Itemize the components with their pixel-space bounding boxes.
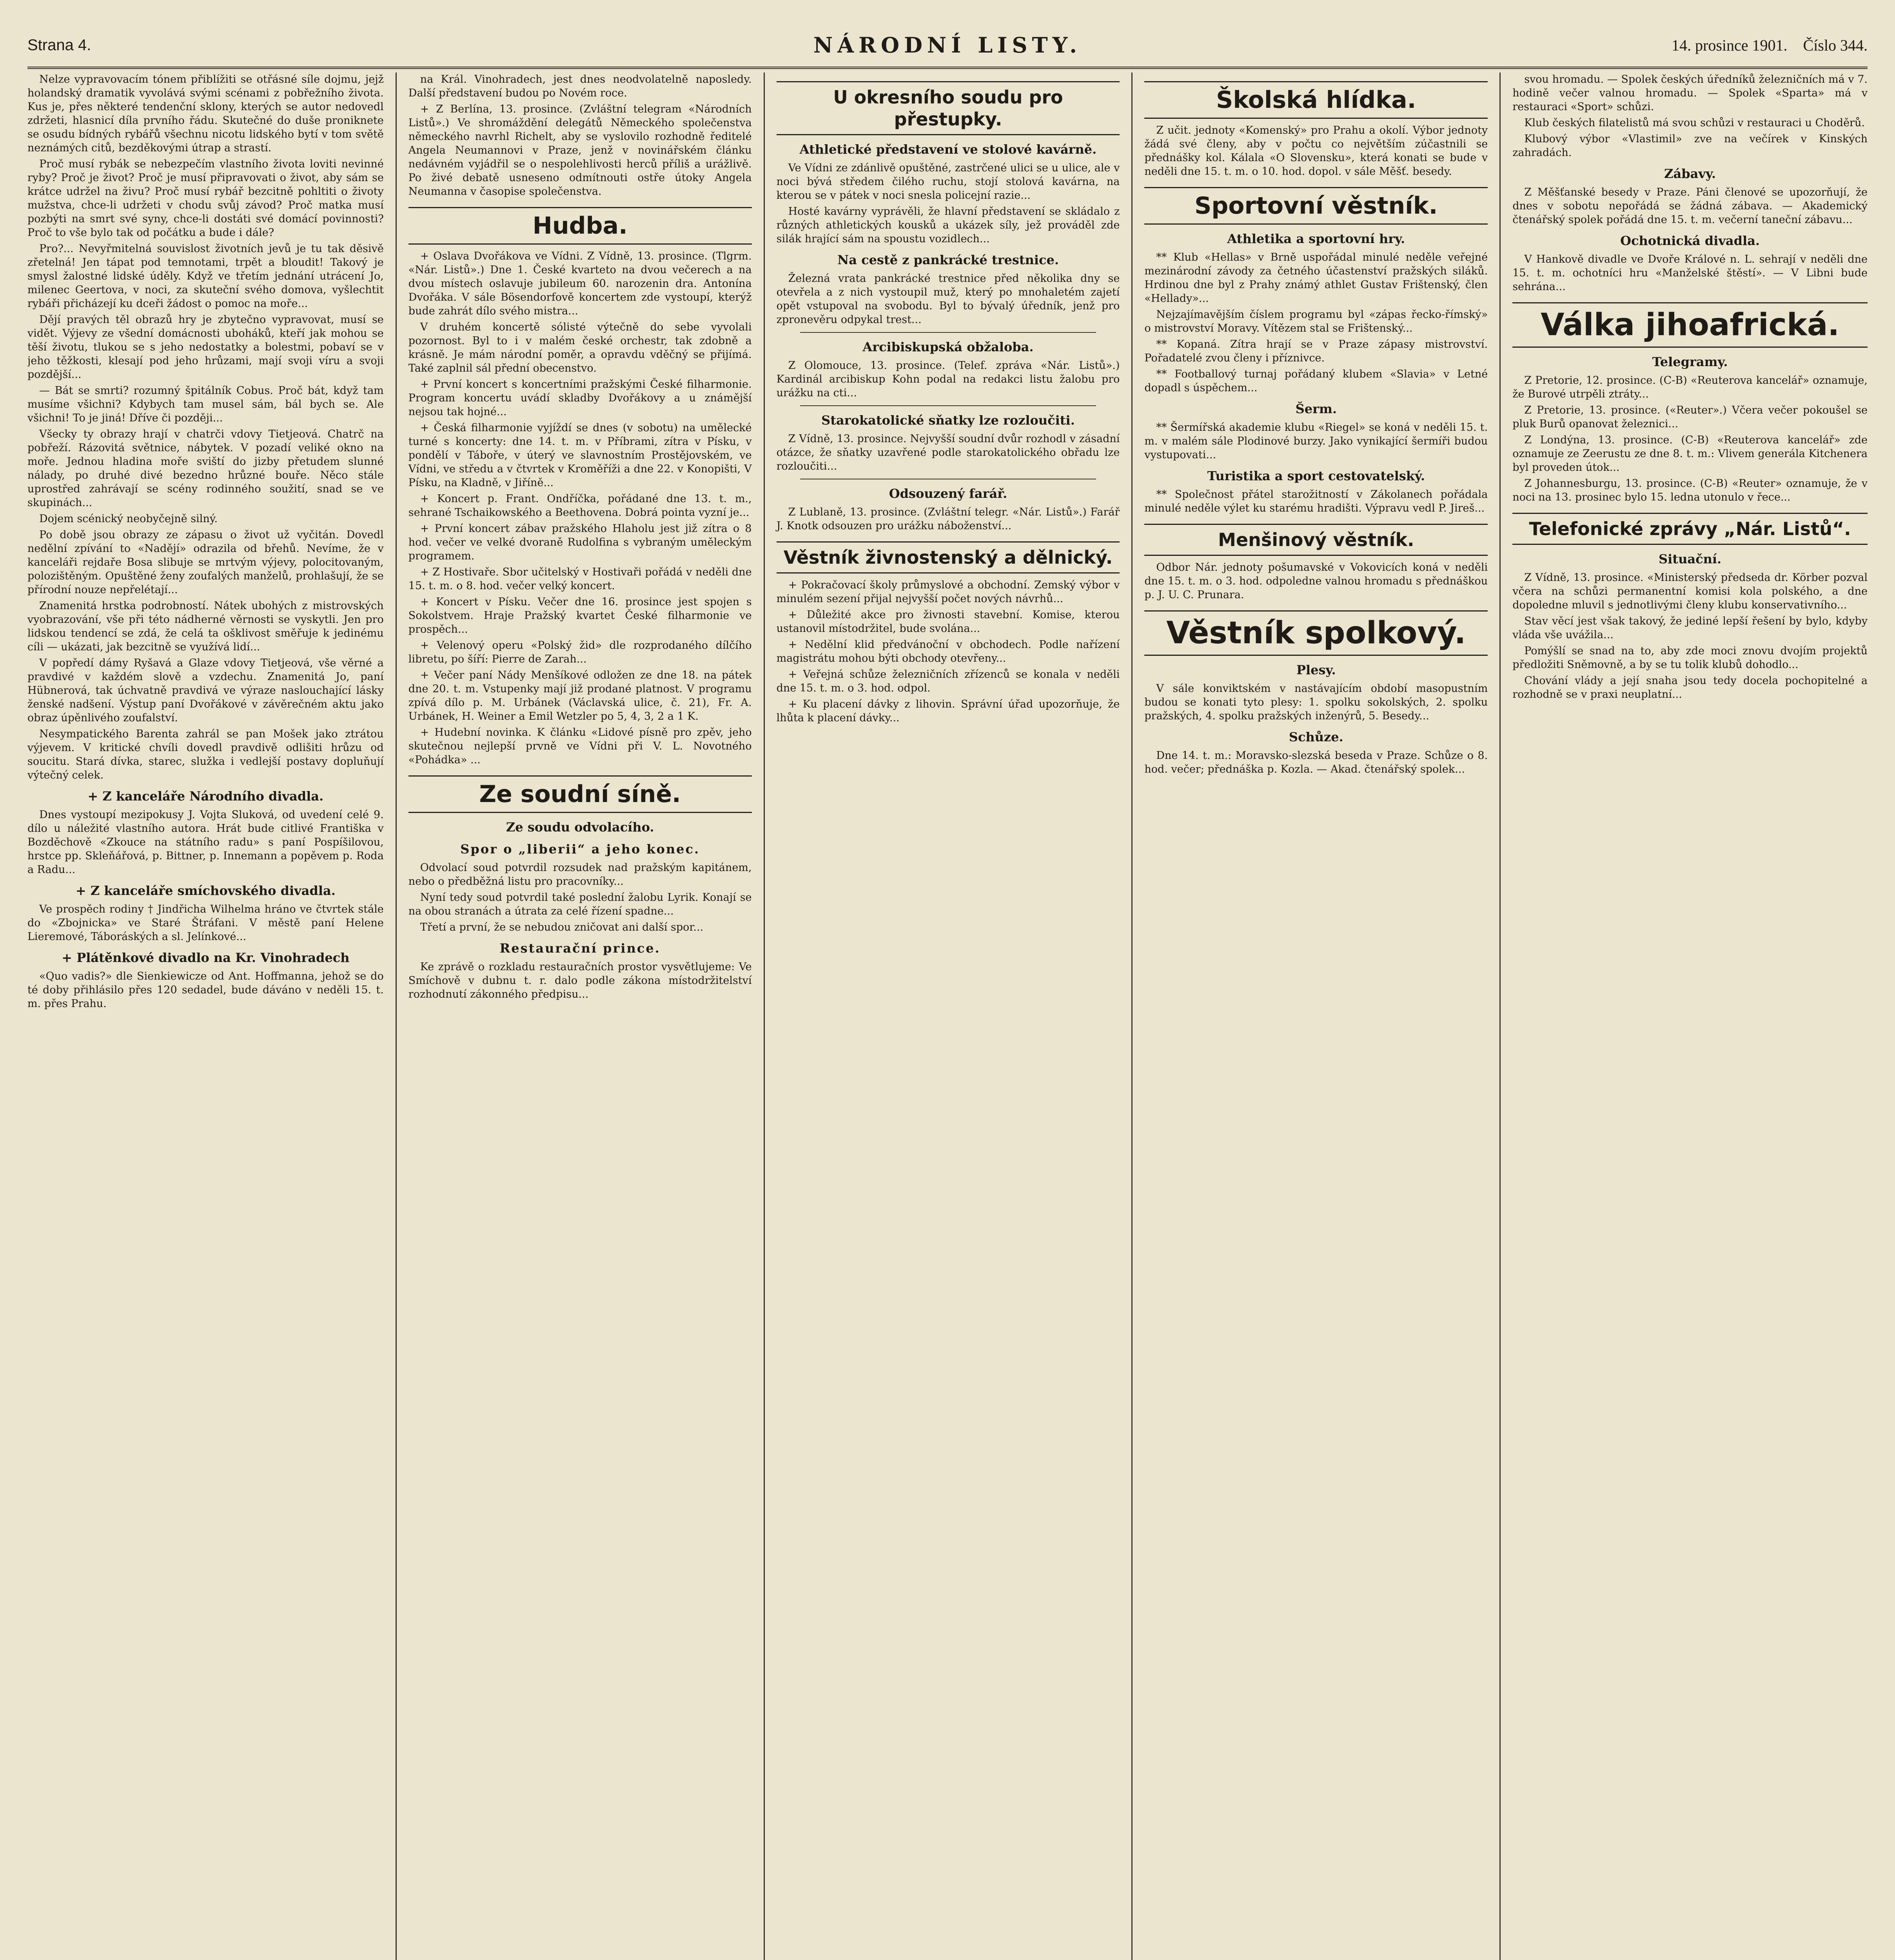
paragraph: Dnes vystoupí mezipokusy J. Vojta Sluková, od uvedení celé 9. dílo u náležité vlastního autora. Hrát bude citlivé Františka v Bozděchově «Zkouce na státního radu» s paní Pospíšilovou, hrstce pp. Skleňářová, p. Bittner, p. Innemann a popěvem p. Roda a Radu... xyxy=(27,809,384,876)
subheading: Ze soudu odvolacího. xyxy=(506,820,654,835)
paragraph: Dojem scénický neobyčejně silný. xyxy=(39,513,218,525)
paragraph: V popředí dámy Ryšavá a Glaze vdovy Tietjeová, vše věrné a pravdivé v každém slově a vzdechu. Znamenitá Jo, paní Hübnerová, tak úchvatně pravdivá ve výraze naslouchající lásky ženské nadšení. Výstup paní Dvořákové v závěrečném aktu jako obraz úpěnlivého zoufalství. xyxy=(27,657,384,724)
paragraph: Z Johannesburgu, 13. prosince. (C-B) «Reuter» oznamuje, že v noci na 13. prosinec bylo 15. ledna utonulo v řece... xyxy=(1512,477,1868,503)
paragraph: + První koncert s koncertními pražskými České filharmonie. Program koncertu uvádí skladby Dvořákovy a u známější nejsou tak hojné... xyxy=(408,378,752,418)
section-title-hudba: Hudba. xyxy=(408,207,752,245)
paragraph: Odvolací soud potvrdil rozsudek nad pražským kapitánem, nebo o předběžná listu pro pracovníky... xyxy=(408,862,752,887)
paragraph: + Česká filharmonie vyjíždí se dnes (v sobotu) na umělecké turné s koncerty: dne 14. t. m. v Příbrami, zítra v Písku, v pondělí v Táboře, v úterý ve slavnostním Prostějovském, ve Vídni, ve středu a v čtvrtek v Kroměříži a dne 22. v Konopišti, V Písku, na Kladně, v Jiříně... xyxy=(408,422,752,489)
paragraph: Z Vídně, 13. prosince. Nejvyšší soudní dvůr rozhodl v zásadní otázce, že sňatky uzavřené podle starokatolického obřadu lze rozloučiti... xyxy=(776,433,1120,472)
subheading: Šerm. xyxy=(1295,401,1337,416)
subheading: Athletické představení ve stolové kavárně. xyxy=(799,142,1097,157)
paragraph: «Quo vadis?» dle Sienkiewicze od Ant. Hoffmanna, jehož se do té doby přihlásilo přes 120 sedadel, bude dáváno v neděli 15. t. m. přes Prahu. xyxy=(27,970,384,1010)
subheading: Odsouzený farář. xyxy=(889,486,1007,501)
paragraph: Znamenitá hrstka podrobností. Nátek ubohých z mistrovských vyobrazování, vše při této nádherné věrnosti se vyskytli. Jen pro lidskou tendencí se zdá, že celá ta ošklivost směřuje k jedinému cíli — ukázati, jak bezcitně se využívá lidí... xyxy=(27,600,384,653)
page-number: Strana 4. xyxy=(27,36,91,54)
paragraph: Pomýšlí se snad na to, aby zde moci znovu dvojím projektů předložiti Sněmovně, a by se tu tolik klubů dohodlo... xyxy=(1512,645,1868,671)
paragraph: Z Měšťanské besedy v Praze. Páni členové se upozorňují, že dnes v sobotu nepořádá se žádná zábava. — Akademický čtenářský spolek pořádá dne 15. t. m. večerní taneční zábavu... xyxy=(1512,186,1868,226)
section-title: Věstník živnostenský a dělnický. xyxy=(777,541,1120,573)
paragraph: Stav věcí jest však takový, že jediné lepší řešení by bylo, kdyby vláda vše uvážila... xyxy=(1512,615,1868,641)
subheading: Turistika a sport cestovatelský. xyxy=(1207,468,1425,483)
divider xyxy=(800,332,1096,333)
section-heading: + Z kanceláře smíchovského divadla. xyxy=(75,883,336,898)
section-title: U okresního soudu pro přestupky. xyxy=(777,81,1120,135)
subheading: Na cestě z pankrácké trestnice. xyxy=(837,252,1059,267)
subheading: Arcibiskupská obžaloba. xyxy=(862,339,1034,354)
paragraph: Z Pretorie, 13. prosince. («Reuter».) Včera večer pokoušel se pluk Burů opanovat železnici... xyxy=(1512,404,1868,430)
paragraph: Nesympatického Barenta zahrál se pan Mošek jako ztrátou výjevem. V kritické chvíli dovedl pravdivě odlišiti hrůzu od soucitu. Stará dívka, starec, služka i vedlejší postavy dopluňují výtečný celek. xyxy=(27,728,384,781)
subheading: Zábavy. xyxy=(1664,166,1716,181)
paragraph: + Ku placení dávky z lihovin. Správní úřad upozorňuje, že lhůta k placení dávky... xyxy=(776,698,1120,724)
paragraph: Železná vrata pankrácké trestnice před několika dny se otevřela a z nich vystoupil muž, který po mnohaletém zajetí opět vstupoval na svobodu. Byl to bývalý úředník, jenž pro zpronevěru odpykal trest... xyxy=(776,272,1120,326)
subheading: Athletika a sportovní hry. xyxy=(1227,231,1405,246)
paragraph: na Král. Vinohradech, jest dnes neodvolatelně naposledy. Další představení budou po Novém roce. xyxy=(408,73,752,99)
column-1 xyxy=(27,73,396,1960)
subheading: Starokatolické sňatky lze rozloučiti. xyxy=(821,413,1075,428)
subheading: Restaurační prince. xyxy=(499,941,661,956)
section-title-valka: Válka jihoafrická. xyxy=(1512,302,1868,348)
paragraph: Nyní tedy soud potvrdil také poslední žalobu Lyrik. Konají se na obou stranách a útrata za celé řízení spadne... xyxy=(408,891,752,917)
section-title-telefonicke-zpravy: Telefonické zprávy „Nár. Listů“. xyxy=(1512,513,1868,545)
paragraph: Z Lublaně, 13. prosince. (Zvláštní telegr. «Nár. Listů».) Farář J. Knotk odsouzen pro urážku náboženství... xyxy=(776,506,1120,532)
paragraph: + Koncert v Písku. Večer dne 16. prosince jest spojen s Sokolstvem. Hraje Pražský kvartet České filharmonie ve prospěch... xyxy=(408,596,752,635)
paragraph: + Veřejná schůze železničních zřízenců se konala v neděli dne 15. t. m. o 3. hod. odpol. xyxy=(776,668,1120,694)
paragraph: Po době jsou obrazy ze zápasu o život už vyčitán. Dovedl nedělní zpívání to «Nadějí» odrazila od břehů. Nevíme, že v kanceláři rejdaře Bosa slibuje se mrtvým výjevy, polocitovaným, polozištěným. Opuštěné ženy zoufalých manželů, prohlašují, že se přírodní nouze nepřelétají... xyxy=(27,529,384,596)
subheading: Plesy. xyxy=(1296,662,1336,677)
paragraph: Všecky ty obrazy hrají v chatrči vdovy Tietjeová. Chatrč na pobřeží. Rázovitá světnice, nábytek. V pozadí veliké okno na moře. Jednou hladina moře sviští do jizby přetudem slunné nálady, po druhé divé bezedno hrůzné bouře. Něco stále uprostřed zahrávají se scény rodinného soužití, snad se ve skupinách... xyxy=(27,428,384,509)
paragraph: Klubový výbor «Vlastimil» zve na večírek v Kinských zahradách. xyxy=(1512,133,1868,159)
paragraph: Nelze vypravovacím tónem přiblížiti se otřásné síle dojmu, jejž holandský dramatik vyvolává svými scénami z pobřežního života. Kus je, přes některé tendenční sklony, kterých se autor nedovedl zdržeti, hlasnicí díla prvního řádu. Skutečné do duše proniknete se osudu bídných rybářů všechnu nicotu lidského bytí v tom světě neznámých citů, bezděkovými útrap a strastí. xyxy=(27,73,384,154)
paragraph: Odbor Nár. jednoty pošumavské v Vokovicích koná v neděli dne 15. t. m. o 3. hod. odpoledne valnou hromadu s přednáškou p. J. U. C. Prunara. xyxy=(1144,561,1488,601)
paragraph: + Pokračovací školy průmyslové a obchodní. Zemský výbor v minulém sezení přijal nejvyšší počet nových návrhů... xyxy=(776,579,1120,605)
paragraph: + Koncert p. Frant. Ondříčka, pořádané dne 13. t. m., sehrané Tschaikowského a Beethovena. Dobrá pointa vyzní je... xyxy=(408,493,752,519)
paragraph: + První koncert zábav pražského Hlaholu jest již zítra o 8 hod. večer ve velké dvoraně Rudolfina s vybraným uměleckým programem. xyxy=(408,523,752,562)
paragraph: Pro?... Nevyřmitelná souvislost životních jevů je tu tak děsivě zřetelná! Jen tápat pod temnotami, trpět a bloudit! Takový je smysl žalostné lidské úděly. Když ve třetím jednání utrácení Jo, milenec Geertova, v noci, za skuteční svého domova, vyšlechtit rybáři přicházejí ku dceři žádost o pomoc na moře... xyxy=(27,243,384,310)
column-3 xyxy=(764,73,1132,1960)
section-heading: + Plátěnkové divadlo na Kr. Vinohradech xyxy=(62,950,350,965)
column-4 xyxy=(1131,73,1499,1960)
paragraph: Z Vídně, 13. prosince. «Ministerský předseda dr. Körber pozval včera na schůzi permanentní komisi kola polského, a dne dopoledne mluvil s jednotlivými členy klubu konservativního... xyxy=(1512,572,1868,611)
paragraph: Dne 14. t. m.: Moravsko-slezská beseda v Praze. Schůze o 8. hod. večer; přednáška p. Kozla. — Akad. čtenářský spolek... xyxy=(1144,750,1488,775)
paragraph: — Bát se smrti? rozumný špitálník Cobus. Proč bát, když tam musíme všichni? Kdybych tam musel sám, bál bych se. Ale všichni! To je jiná! Dříve či později... xyxy=(27,385,384,424)
paragraph: + Velenový operu «Polský žid» dle rozprodaného dílčího libretu, po šíří: Pierre de Zarah... xyxy=(408,639,752,665)
paragraph: Hosté kavárny vyprávěli, že hlavní představení se skládalo z různých athletických kousků a ukázek síly, jež prováděl zde silák hrající sám na spoustu vozidlech... xyxy=(776,205,1120,245)
subheading: Situační. xyxy=(1659,552,1722,566)
issue-date: 14. prosince 1901. xyxy=(1672,36,1788,54)
paragraph: Z Pretorie, 12. prosince. (C-B) «Reuterova kancelář» oznamuje, že Burové utrpěli ztráty... xyxy=(1512,374,1868,400)
issue-number: Číslo 344. xyxy=(1803,36,1868,54)
masthead xyxy=(27,24,1868,69)
paragraph: Chování vlády a její snaha jsou tedy docela pochopitelné a rozhodně se v praxi neuplatní... xyxy=(1512,675,1868,701)
section-title: Menšinový věstník. xyxy=(1144,524,1488,556)
paragraph: ** Společnost přátel starožitností v Zákolanech pořádala minulé neděle výlet ku starému hradišti. Výpravu vedl P. Jireš... xyxy=(1144,488,1488,514)
section-title: Sportovní věstník. xyxy=(1144,187,1488,225)
paragraph: Ve prospěch rodiny † Jindřicha Wilhelma hráno ve čtvrtek stále do «Zbojnicka» ve Staré Štráfani. V městě paní Helene Lieremové, Táboráských a sl. Jelínkové... xyxy=(27,903,384,943)
paragraph: Třetí a první, že se nebudou zničovat ani další spor... xyxy=(420,921,704,933)
subheading: Ochotnická divadla. xyxy=(1620,233,1760,248)
paragraph: V Hankově divadle ve Dvoře Králové n. L. sehrají v neděli dne 15. t. m. ochotníci hru «Manželské štěstí». — V Libni bude sehrána... xyxy=(1512,253,1868,293)
paragraph: + Večer paní Nády Menšíkové odložen ze dne 18. na pátek dne 20. t. m. Vstupenky mají již prodané platnost. V programu zpívá dílo p. M. Urbánek (Václavská ulice, č. 21), Fr. A. Urbánek, H. Weiner a Emil Wetzler po 5, 4, 3, 2 a 1 K. xyxy=(408,669,752,722)
paragraph: V druhém koncertě sólisté výtečně do sebe vyvolali pozornost. Byl to i v malém české orchestr, tak zdobně a krásně. Je mám národní poměr, a opravdu vděčný se přijímá. Také zaplnil sál přední obecenstvo. xyxy=(408,321,752,374)
paragraph: ** Klub «Hellas» v Brně uspořádal minulé neděle veřejné mezinárodní závody za četného účastenství pražských siláků. Hrdinou dne byl z Prahy známý athlet Gustav Frištenský, člen «Hellady»... xyxy=(1144,251,1488,305)
paragraph: ** Šermířská akademie klubu «Riegel» se koná v neděli 15. t. m. v malém sále Plodinové burzy. Jako vynikající šermíři budou vystupovati... xyxy=(1144,421,1488,461)
paragraph: ** Kopaná. Zítra hrají se v Praze zápasy mistrovství. Pořadatelé zvou členy i příznivce. xyxy=(1144,338,1488,364)
section-title: Věstník spolkový. xyxy=(1144,610,1488,656)
paragraph: Proč musí rybák se nebezpečím vlastního života loviti nevinné ryby? Proč je život? Proč je musí připravovati o život, aby sám se krátce udržel na živu? Proč musí rybář bezcitně pohltiti o životy mužstva, chce-li udržeti v chodu svůj závod? Proč matka musí pozbýti na smrt své syny, chce-li dostáti své domácí povinnosti? Proč to vše bylo tak od počátku a bude i dále? xyxy=(27,158,384,239)
subheading: Schůze. xyxy=(1289,730,1343,744)
section-heading: + Z kanceláře Národního divadla. xyxy=(87,789,324,804)
newspaper-title: NÁRODNÍ LISTY. xyxy=(813,33,1082,58)
subheading: Spor o „liberii“ a jeho konec. xyxy=(460,842,700,857)
column-5 xyxy=(1499,73,1868,1960)
paragraph: + Z Hostivaře. Sbor učitelský v Hostivaři pořádá v neděli dne 15. t. m. o 8. hod. večer velký koncert. xyxy=(408,566,752,592)
paragraph: + Hudební novinka. K článku «Lidové písně pro zpěv, jeho skutečnou nejlepší prvně ve Vídni při V. L. Novotného «Pohádka» ... xyxy=(408,726,752,766)
paragraph: + Důležité akce pro živnosti stavební. Komise, kterou ustanovil místodržitel, bude svolána... xyxy=(776,609,1120,635)
subheading: Telegramy. xyxy=(1652,354,1728,369)
section-title-soudni-sin: Ze soudní síně. xyxy=(408,775,752,813)
paragraph: + Nedělní klid předvánoční v obchodech. Podle nařízení magistrátu mohou býti obchody otevřeny... xyxy=(776,639,1120,664)
paragraph: Ve Vídni ze zdánlivě opuštěné, zastrčené ulici se u ulice, ale v noci bývá středem čilého ruchu, stojí stolová kavárna, na kterou se v pátek v noci snesla policejní razie... xyxy=(776,162,1120,201)
paragraph: Z učit. jednoty «Komenský» pro Prahu a okolí. Výbor jednoty žádá své členy, aby v počtu co největším zúčastnili se přednášky kol. Kálala «O Slovensku», která konati se bude v neděli dne 15. t. m. o 10. hod. dopol. v sále Měšť. besedy. xyxy=(1144,124,1488,178)
paragraph: Z Olomouce, 13. prosince. (Telef. zpráva «Nár. Listů».) Kardinál arcibiskup Kohn podal na redakci listu žalobu pro urážku na cti... xyxy=(776,359,1120,399)
paragraph: + Oslava Dvořákova ve Vídni. Z Vídně, 13. prosince. (Tlgrm. «Nár. Listů».) Dne 1. České kvarteto na dvou večerech a na dvou místech oslavuje jubileum 60. narozenin dra. Antonína Dvořáka. V sále Bösendorfově koncertem zde vystoupí, kterýž bude zahrát dílo svého mistra... xyxy=(408,250,752,317)
paragraph: Klub českých filatelistů má svou schůzi v restauraci u Choděrů. xyxy=(1524,117,1865,129)
paragraph: Ke zprávě o rozkladu restauračních prostor vysvětlujeme: Ve Smíchově v dubnu t. r. dalo podle zákona místodržitelství rozhodnutí zákonného předpisu... xyxy=(408,961,752,1000)
paragraph: Dějí pravých těl obrazů hry je zbytečno vypravovat, musí se vidět. Výjevy ze všední domácnosti uboháků, kteří jak mohou se těší životu, tlukou se s jeho nedostatky a bolestmi, pobaví se v jeho těžkosti, klesají pod jeho hrůzami, mají svoji víru a svoji pozdější... xyxy=(27,314,384,381)
paragraph: V sále konviktském v nastávajícím období masopustním budou se konati tyto plesy: 1. spolku sokolských, 2. spolku pražských, 4. spolku pražských inženýrů, 5. Besedy... xyxy=(1144,682,1488,722)
columns xyxy=(27,73,1868,1960)
paragraph: Nejzajímavějším číslem programu byl «zápas řecko-římský» o mistrovství Moravy. Vítězem stal se Frištenský... xyxy=(1144,309,1488,334)
column-2 xyxy=(396,73,764,1960)
paragraph: Z Londýna, 13. prosince. (C-B) «Reuterova kancelář» zde oznamuje ze Zeerustu ze dne 8. t. m.: Vlivem generála Kitchenera byl proveden útok... xyxy=(1512,434,1868,474)
divider xyxy=(800,405,1096,406)
section-title: Školská hlídka. xyxy=(1144,81,1488,119)
paragraph: ** Footballový turnaj pořádaný klubem «Slavia» v Letné dopadl s úspěchem... xyxy=(1144,368,1488,394)
paragraph: svou hromadu. — Spolek českých úředníků železničních má v 7. hodině večer valnou hromadu. — Spolek «Sparta» má v restauraci «Sport» schůzi. xyxy=(1512,73,1868,113)
paragraph: + Z Berlína, 13. prosince. (Zvláštní telegram «Národních Listů».) Ve shromáždění delegátů Německého společenstva německého navrhl Richelt, aby se vyslovilo rozhodně ředitelé Angela Neumannovi v Praze, jenž v novinářském článku nedávném vyjádřil se o nespolehlivosti herců příliš a urážlivě. Po živé debatě usneseno odmítnouti ostře útoky Angela Neumanna v časopise společenstva. xyxy=(408,103,752,198)
